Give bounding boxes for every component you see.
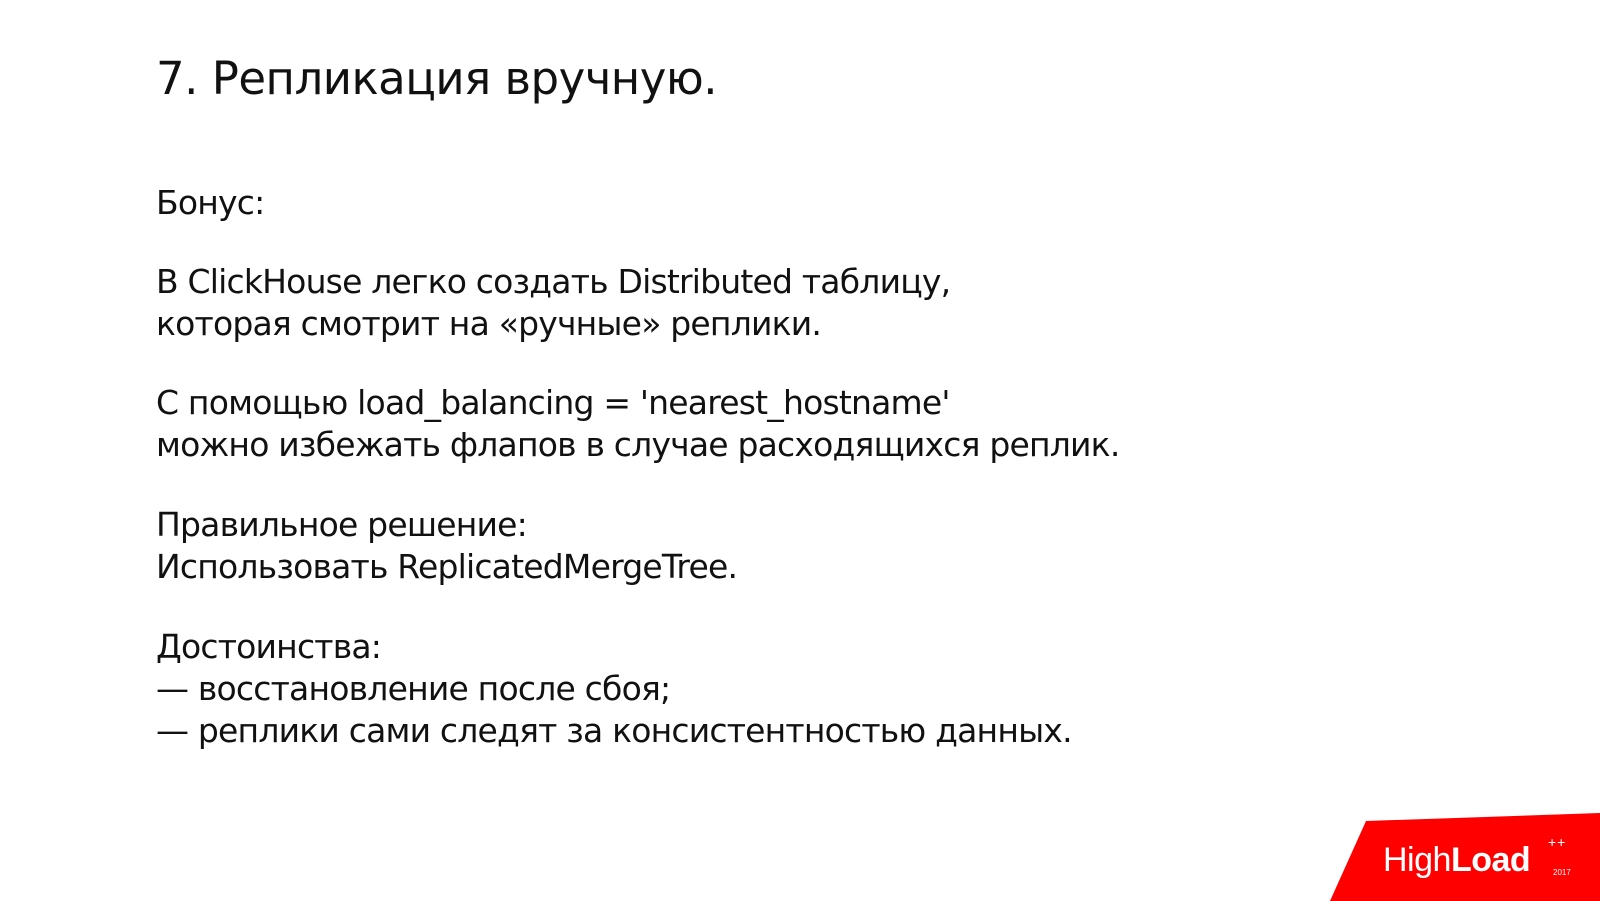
logo-text-high: High xyxy=(1383,841,1451,879)
load-balancing-paragraph xyxy=(156,382,1120,466)
clickhouse-line-2: которая смотрит на «ручные» реплики. xyxy=(156,304,822,343)
slide-title: 7. Репликация вручную. xyxy=(156,52,718,105)
advantages-heading: Достоинства: xyxy=(156,627,382,666)
bonus-paragraph xyxy=(156,182,264,224)
advantages-list xyxy=(156,626,1072,752)
advantage-item: — реплики сами следят за консистентностью данных. xyxy=(156,711,1072,750)
solution-line-2: Использовать ReplicatedMergeTree. xyxy=(156,547,738,586)
highload-logo xyxy=(1330,813,1600,901)
advantage-item: — восстановление после сбоя; xyxy=(156,669,671,708)
load-balancing-line-2: можно избежать флапов в случае расходящихся реплик. xyxy=(156,425,1120,464)
solution-paragraph xyxy=(156,504,737,588)
logo-text-load: Load xyxy=(1450,841,1531,879)
bonus-label: Бонус: xyxy=(156,183,265,222)
load-balancing-line-1: С помощью load_balancing = 'nearest_hostname' xyxy=(156,383,950,422)
clickhouse-line-1: В ClickHouse легко создать Distributed таблицу, xyxy=(156,262,951,301)
logo-wordmark xyxy=(1383,841,1530,880)
solution-line-1: Правильное решение: xyxy=(156,505,527,544)
logo-year: 2017 xyxy=(1553,868,1571,877)
clickhouse-paragraph xyxy=(156,261,950,345)
logo-superscript: ++ xyxy=(1548,834,1567,850)
